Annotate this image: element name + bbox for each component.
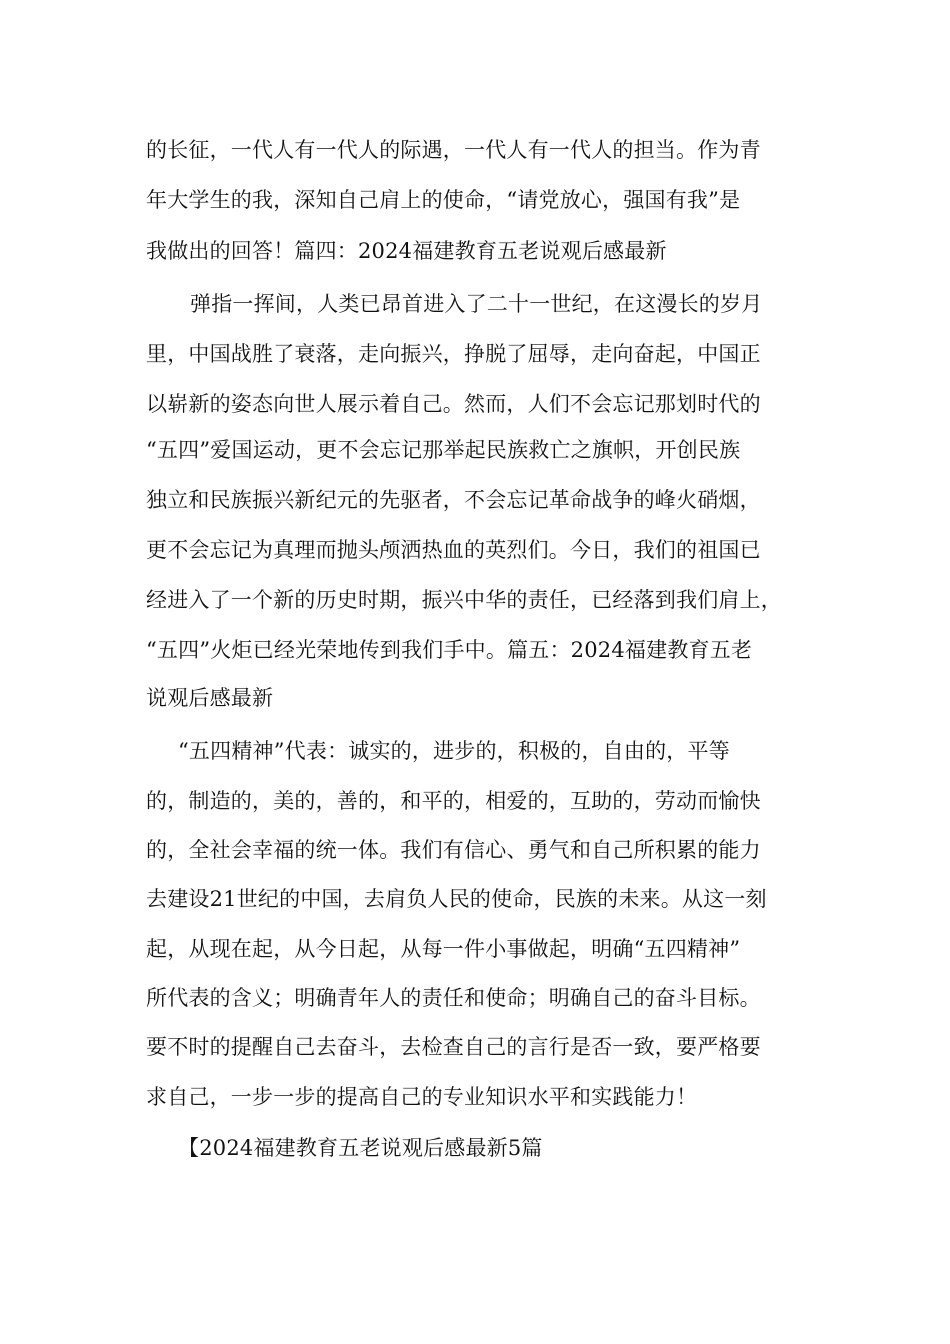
text-line: 我做出的回答！篇四：2024福建教育五老说观后感最新 [146,239,667,263]
text-line: 年大学生的我，深知自己肩上的使命，“请党放心，强国有我”是 [146,188,741,212]
text-line: 里，中国战胜了衰落，走向振兴，挣脱了屈辱，走向奋起，中国正 [146,342,761,366]
paragraph-first-line: 弹指一挥间，人类已昂首进入了二十一世纪，在这漫长的岁月 [190,292,763,316]
text-line: 的长征，一代人有一代人的际遇，一代人有一代人的担当。作为青 [146,138,761,162]
text-line: 经进入了一个新的历史时期，振兴中华的责任，已经落到我们肩上， [146,588,782,612]
document-title-line: 【2024福建教育五老说观后感最新5篇 [178,1136,543,1160]
text-line: 以崭新的姿态向世人展示着自己。然而，人们不会忘记那划时代的 [146,392,761,416]
text-line: “五四”火炬已经光荣地传到我们手中。篇五：2024福建教育五老 [146,638,753,662]
text-line: 的，全社会幸福的统一体。我们有信心、勇气和自己所积累的能力 [146,838,761,862]
text-line: 要不时的提醒自己去奋斗，去检查自己的言行是否一致，要严格要 [146,1035,761,1059]
text-line: 更不会忘记为真理而抛头颅洒热血的英烈们。今日，我们的祖国已 [146,538,761,562]
text-line: 求自己，一步一步的提高自己的专业知识水平和实践能力！ [146,1085,698,1109]
text-line: 的，制造的，美的，善的，和平的，相爱的，互助的，劳动而愉快 [146,789,761,813]
paragraph-first-line: “五四精神”代表：诚实的，进步的，积极的，自由的，平等 [178,739,730,763]
text-line: 所代表的含义；明确青年人的责任和使命；明确自己的奋斗目标。 [146,986,761,1010]
text-line: 独立和民族振兴新纪元的先驱者，不会忘记革命战争的峰火硝烟， [146,488,761,512]
text-line: “五四”爱国运动，更不会忘记那举起民族救亡之旗帜，开创民族 [146,438,741,462]
text-line: 去建设21世纪的中国，去肩负人民的使命，民族的未来。从这一刻 [146,887,767,911]
text-line: 说观后感最新 [146,686,274,710]
text-line: 起，从现在起，从今日起，从每一件小事做起，明确“五四精神” [146,937,741,961]
